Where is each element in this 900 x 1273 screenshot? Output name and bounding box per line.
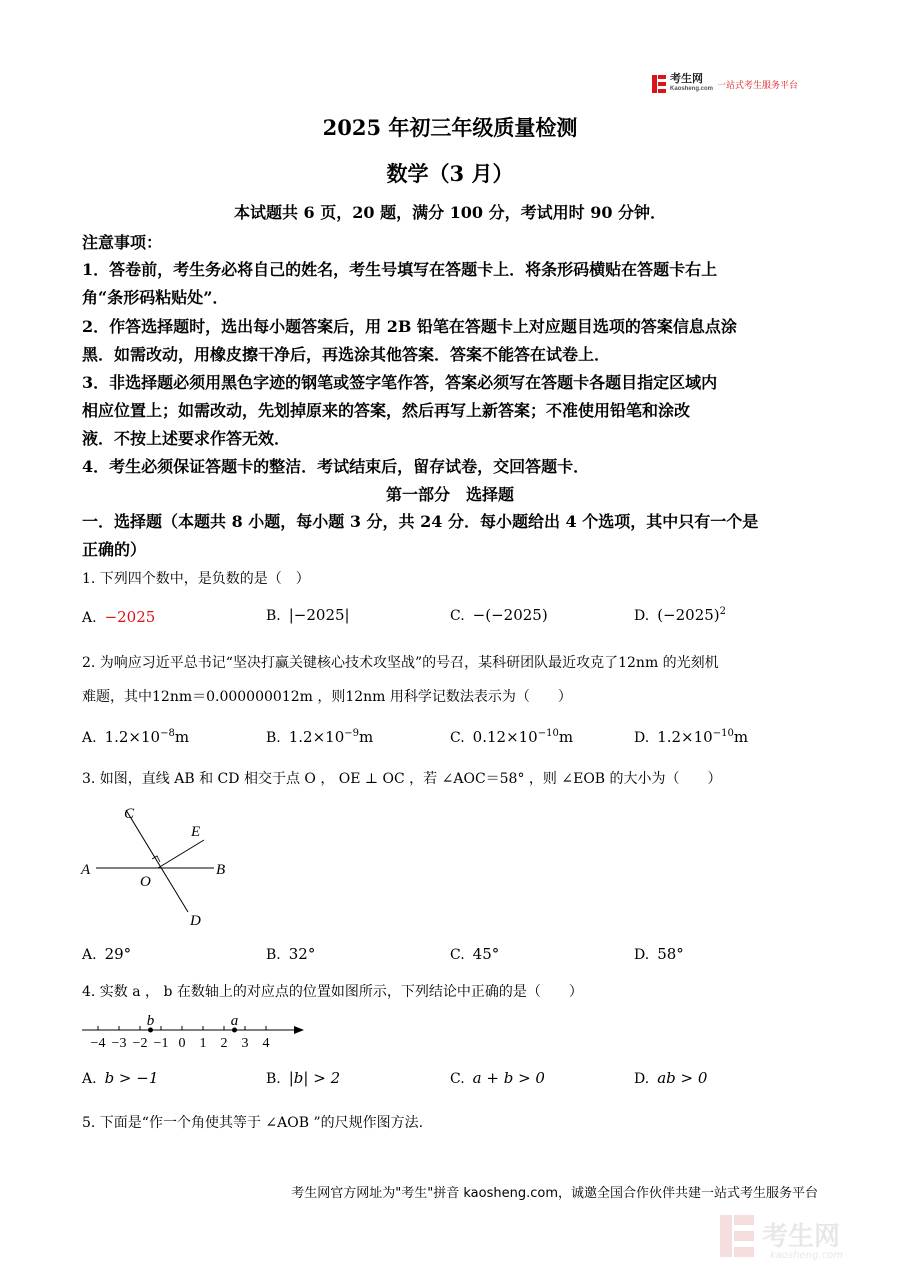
axis-arrow-icon [294,1026,304,1034]
ray-oe [158,840,204,868]
q2-stem-line: 2. 为响应习近平总书记“坚决打赢关键核心技术攻坚战”的号召，某科研团队最近攻克了12nm 的光刻机 [82,655,719,671]
axis-tick-label: −3 [111,1036,127,1051]
axis-tick-label: 1 [199,1036,207,1051]
section-heading: 一．选择题（本题共 8 小题，每小题 3 分，共 24 分．每小题给出 4 个选项，其中只有一个是 [82,512,759,531]
notes-line: 角“条形码粘贴处”． [82,288,229,307]
kaosheng-logo-icon [652,75,666,93]
q3-option-c: C. 45° [450,945,500,963]
line-cd [126,810,188,912]
logo-name: 考生网 Kaosheng.com [670,73,714,92]
q2-option-c: C. $0.12\times 10^{-10}m$ [450,728,574,746]
q3-option-a: A. 29° [82,945,132,963]
axis-tick-label: 4 [262,1036,270,1051]
axis-tick-label: −2 [132,1036,148,1051]
q5-stem: 5. 下面是“作一个角使其等于 ∠AOB ”的尺规作图方法. [82,1115,424,1131]
q2-option-d: D. $1.2\times 10^{-10}m$ [634,728,749,746]
q1-stem: 1. 下列四个数中，是负数的是（ ） [82,571,310,587]
label-o: O [140,874,151,890]
notes-line: 黑．如需改动，用橡皮擦干净后，再选涂其他答案．答案不能答在试卷上． [82,345,611,364]
header-logo [652,74,798,94]
notes-line: 4．考生必须保证答题卡的整洁．考试结束后，留存试卷，交回答题卡． [82,457,590,476]
header-slogan: 一站式考生服务平台 [717,80,799,91]
label-a: A [81,862,91,878]
q4-option-c: C. a + b > 0 [450,1069,545,1087]
q4-option-a: A. b > −1 [82,1069,159,1087]
q1-option-a: A. −2025 [82,608,156,626]
page-footer: 考生网官方网址为"考生"拼音 kaosheng.com，诚邀全国合作伙伴共建一站式考生服务平台 [291,1186,818,1201]
notes-line: 液．不按上述要求作答无效． [82,429,291,448]
logo-url: Kaosheng.com [670,86,714,92]
svg-text:考生网: 考生网 [762,1222,841,1252]
q4-stem: 4. 实数 a ， b 在数轴上的对应点的位置如图所示，下列结论中正确的是（ ） [82,984,583,1000]
notes-line: 1．答卷前，考生务必将自己的姓名，考生号填写在答题卡上．将条形码横贴在答题卡右上 [82,260,718,279]
q2-option-b: B. $1.2\times 10^{-9}m$ [266,728,374,746]
section-heading: 正确的） [82,540,147,559]
q4-number-line [78,1008,310,1056]
kaosheng-watermark-icon [718,1213,878,1261]
q1-option-c: C. −(−2025) [450,606,548,624]
exam-subtitle: 数学（3 月） [386,161,514,186]
q4-option-b: B. |b| > 2 [266,1069,341,1087]
q1-option-d: D. $(-2025)^2$ [634,606,727,624]
notes-line: 2．作答选择题时，选出每小题答案后，用 2B 铅笔在答题卡上对应题目选项的答案信息点涂 [82,317,737,336]
label-c: C [124,806,135,822]
svg-text:kaosheng.com: kaosheng.com [770,1250,843,1261]
axis-tick-label: 3 [241,1036,249,1051]
q3-stem: 3. 如图，直线 AB 和 CD 相交于点 O ， OE ⊥ OC ，若 ∠AOC＝58° ，则 ∠EOB 的大小为（ ） [82,771,722,787]
notes-line: 3．非选择题必须用黑色字迹的钢笔或签字笔作答，答案必须写在答题卡各题目指定区域内 [82,373,718,392]
q3-option-b: B. 32° [266,945,316,963]
q4-option-d: D. ab > 0 [634,1069,708,1087]
q3-figure [78,800,238,932]
watermark [718,1213,878,1261]
notes-line: 相应位置上；如需改动，先划掉原来的答案，然后再写上新答案；不准使用铅笔和涂改 [82,401,691,420]
axis-tick-label: −4 [90,1036,106,1051]
q1-option-b: B. |−2025| [266,606,350,624]
q2-option-a: A. $1.2\times 10^{-8}m$ [82,728,190,746]
label-e: E [191,824,201,840]
part1-heading: 第一部分 选择题 [385,485,514,504]
label-b: B [216,862,226,878]
label-d: D [190,913,201,929]
notes-heading: 注意事项： [82,233,163,252]
q3-option-d: D. 58° [634,945,684,963]
axis-tick-label: 0 [178,1036,186,1051]
q2-stem-line: 难题，其中12nm＝0.000000012m ，则12nm 用科学记数法表示为（ ） [82,689,572,705]
exam-info: 本试题共 6 页，20 题，满分 100 分，考试用时 90 分钟． [233,203,667,222]
point-a-label: a [230,1013,239,1029]
axis-tick-label: 2 [220,1036,228,1051]
point-b-label: b [146,1013,155,1029]
axis-tick-label: −1 [153,1036,169,1051]
exam-title: 2025 年初三年级质量检测 [322,115,578,140]
